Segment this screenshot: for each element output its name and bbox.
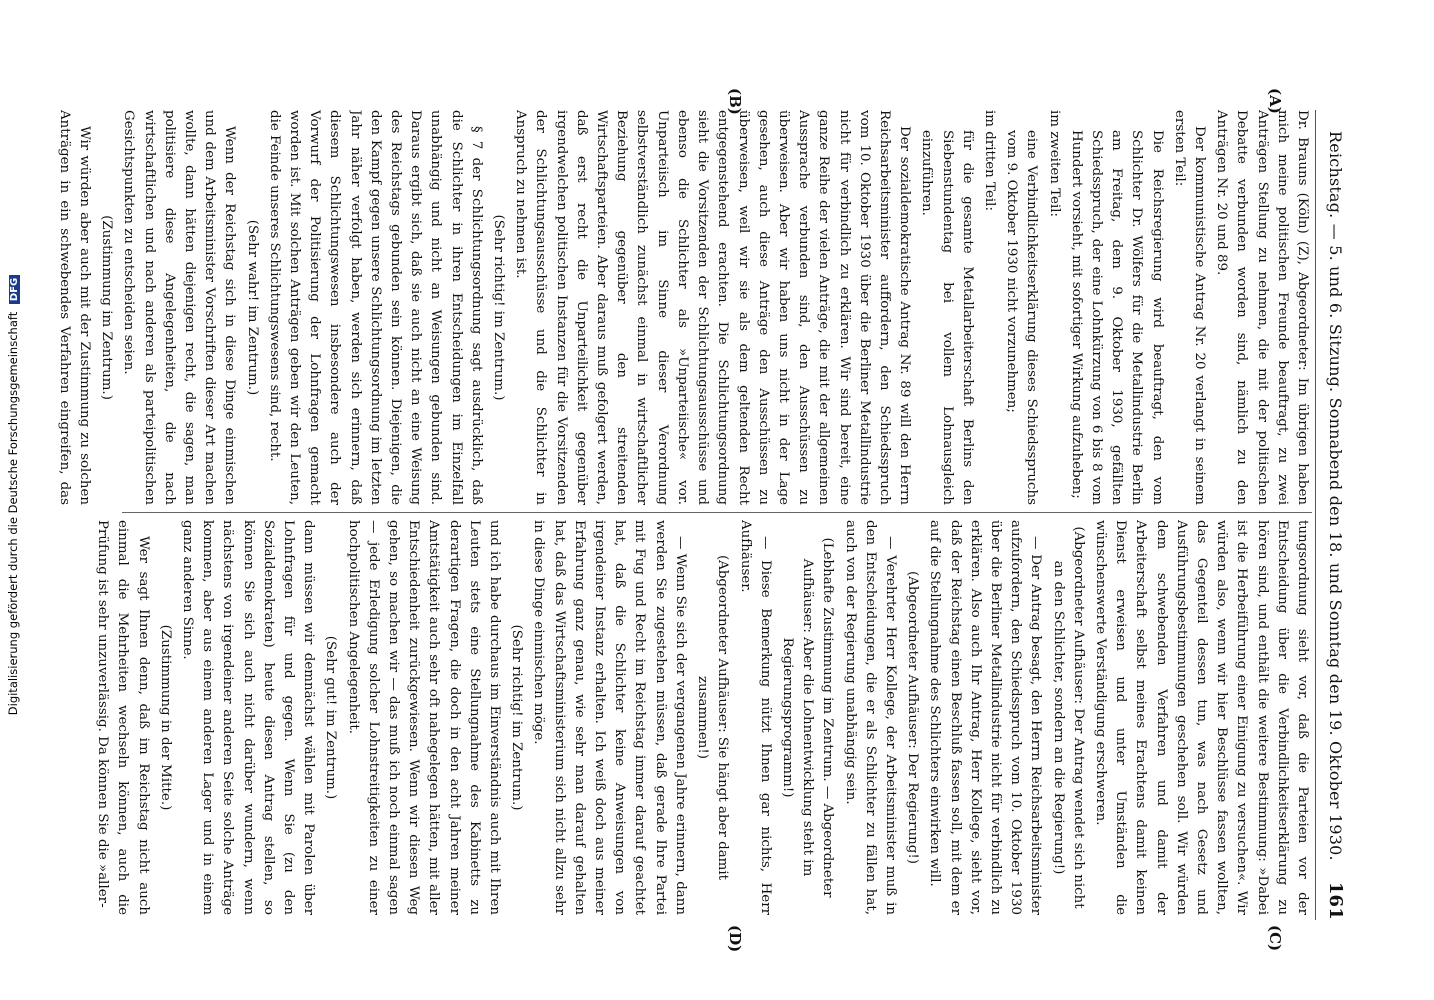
- page-header: [1315, 110, 1356, 920]
- interjection: (Abgeordneter Aufhäuser: Der Regierung!): [905, 571, 921, 864]
- paragraph: § 7 der Schlichtungsordnung sagt ausdrücklich, daß die Schlichter in ihren Entscheidungen im Einzelfall unabhängig und nicht an Weisungen gebunden sind. Daraus ergibt sich, daß sie auch nicht an eine Weisung des Reichstags gebunden sein können. Diejenigen, die den Kampf gegen unsere Schlichtungsordnung im letzten Jahr näher verfolgt haben, werden sich erinnern, daß diesem Schlichtungswesen insbesondere auch der Vorwurf der Politisierung der Lohnfragen gemacht worden ist. Mit solchen Anträgen geben wir den Leuten, die Feinde unseres Schlichtungswesens sind, recht.: [266, 110, 484, 505]
- interjection: (Abgeordneter Aufhäuser: Der Antrag wendet sich nicht an den Schlichter, sondern an die Regierung!): [1050, 526, 1086, 909]
- margin-mark-b: (B): [726, 88, 744, 115]
- paragraph: im dritten Teil:: [981, 110, 997, 211]
- credit-text: Digitalisierung gefördert durch die Deutsche Forschungsgemeinschaft: [6, 311, 20, 716]
- interjection: (Lebhafte Zustimmung im Zentrum. — Abgeordneter Aufhäuser: Aber die Lohnentwicklung steht im Regierungsprogramm!): [779, 537, 836, 898]
- interjection: (Zustimmung in der Mitte.): [157, 624, 173, 811]
- paragraph: tungsordnung sieht vor, daß die Parteien vor der Entscheidung über die Verbindlichkeitserklärung zu hören sind, und enthält die weitere Bestimmung: »Dabei ist die Herbeiführung einer Einigung zu versuchen«. Wir würden also, wenn wir hier Beschlüsse fassen wollten, das Gegenteil dessen tun, was nach Gesetz und Ausführungsbestimmungen geschehen soll. Wir würden dem schwebenden Verfahren und damit der Arbeiterschaft selbst meines Erachtens damit keinen Dienst erweisen und unter Umständen die wünschenswerte Verständigung erschweren.: [1092, 520, 1310, 915]
- margin-mark-d: (D): [726, 925, 744, 953]
- paragraph: — Verehrter Herr Kollege, der Arbeitsminister muß in den Entscheidungen, die er als Schlichter zu fällen hat, auch von der Regierung unabhängig sein.: [842, 520, 898, 915]
- paragraph: Der sozialdemokratische Antrag Nr. 89 will den Herrn Reichsarbeitsminister auffordern, den Schiedsspruch vom 10. Oktober 1930 über die Berliner Metallindustrie nicht für verbindlich zu erklären. Wir sind bereit, eine ganze Reihe der vielen Anträge, die mit der allgemeinen Aussprache verbunden sind, den Ausschüssen zu überweisen. Aber wir haben uns nicht in der Lage gesehen, auch diese Anträge den Ausschüssen zu überweisen, weil wir sie als dem geltenden Recht entgegenstehend erachten. Die Schlichtungsordnung sieht die Vorsitzenden der Schlichtungsausschüsse und ebenso die Schlichter als »Unparteiische« vor. Unparteiisch im Sinne dieser Verordnung selbstverständlich zunächst einmal in wirtschaftlicher Beziehung gegenüber den streitenden Wirtschaftsparteien. Aber daraus muß gefolgert werden, daß erst recht die Unparteilichkeit gegenüber irgendwelchen politischen Instanzen für die Vorsitzenden der Schlichtungsausschüsse und die Schlichter in Anspruch zu nehmen ist.: [513, 110, 913, 505]
- interjection: (Sehr wahr! im Zentrum.): [244, 219, 260, 396]
- interjection: (Sehr gut! im Zentrum.): [323, 635, 339, 800]
- paragraph: Wenn der Reichstag sich in diese Dinge einmischen und dem Arbeitsminister Vorschriften dieser Art machen wollte, dann hätten diejenigen recht, die sagen, man politisiere diese Angelegenheiten, die nach wirtschaftlichen und nach anderen als parteipolitischen Gesichtspunkten zu entscheiden seien.: [121, 110, 238, 505]
- interjection: (Zustimmung im Zentrum.): [99, 215, 115, 400]
- interjection: (Sehr richtig! im Zentrum.): [509, 624, 525, 811]
- paragraph: Der kommunistische Antrag Nr. 20 verlangt in seinem ersten Teil:: [1171, 110, 1207, 505]
- quote: Die Reichsregierung wird beauftragt, den vom Schlichter Dr. Wölfers für die Metallindustrie Berlin am Freitag, dem 9. Oktober 1930, gefällten Schiedsspruch, der eine Lohnkürzung von 6 bis 8 vom Hundert vorsieht, mit sofortiger Wirkung aufzuheben;: [1068, 130, 1165, 505]
- paragraph: Dr. Brauns (Köln) (Z), Abgeordneter: Im übrigen haben mich meine politischen Freunde beauftragt, zu zwei Anträgen Stellung zu nehmen, die mit der politischen Debatte verbunden worden sind, nämlich zu den Anträgen Nr. 20 und 89.: [1214, 110, 1310, 505]
- interjection: (Sehr richtig! im Zentrum.): [491, 214, 507, 401]
- margin-mark-a: (A): [1266, 88, 1284, 114]
- right-column: [52, 520, 1312, 915]
- paragraph: im zweiten Teil:: [1046, 110, 1062, 218]
- dfg-logo: DFG: [9, 275, 20, 304]
- paragraph: — Wenn Sie sich der vergangenen Jahre erinnern, dann werden Sie zugestehen müssen, daß gerade Ihre Partei mit Fug und Recht im Reichstag immer darauf geachtet hat, daß die Schlichter keine Anweisungen von irgendeiner Instanz erhalten. Ich weiß doch aus meiner Erfahrung ganz genau, wie sehr man darauf gehalten hat, daß das Wirtschaftsministerium sich nicht allzu sehr in diese Dinge einmischen möge.: [531, 520, 688, 915]
- paragraph: — Diese Bemerkung nützt Ihnen gar nichts, Herr Aufhäuser.: [737, 520, 773, 915]
- column-divider: [122, 512, 1312, 513]
- paragraph: dann müssen wir demnächst wählen mit Parolen über Lohnfragen für und gegen. Wenn Sie (zu den Sozialdemokraten) heute diesen Antrag stellen, so können Sie sich auch nicht darüber wundern, wenn nächstens von irgendeiner anderen Seite solche Anträge kommen, aber aus einem anderen Lager und in einem ganz anderen Sinne.: [180, 520, 317, 915]
- paragraph: und ich habe durchaus im Einverständnis auch mit Ihren Leuten stets eine Stellungnahme des Kabinetts zu derartigen Fragen, die doch in den acht Jahren meiner Amtstätigkeit auch sehr oft nahegelegen hätten, mit aller Entschiedenheit zurückgewiesen. Wenn wir diesen Weg gehen, so machen wir — das muß ich noch einmal sagen — jede Erledigung solcher Lohnstreitigkeiten zu einer hochpolitischen Angelegenheit.: [345, 520, 503, 915]
- left-column: [52, 110, 1312, 505]
- quote: für die gesamte Metallarbeiterschaft Berlins den Siebenstundentag bei vollem Lohnausgleich einzuführen.: [919, 130, 975, 505]
- margin-mark-c: (C): [1266, 925, 1284, 952]
- interjection: (Abgeordneter Aufhäuser: Sie hängt aber damit zusammen!): [695, 554, 731, 881]
- paragraph: Wir würden aber auch mit der Zustimmung zu solchen Anträgen in ein schwebendes Verfahren eingreifen, das: [56, 110, 93, 505]
- quote: eine Verbindlichkeitserklärung dieses Schiedsspruchs vom 9. Oktober 1930 nicht vorzunehmen;: [1004, 130, 1040, 505]
- page-number: 161: [1325, 881, 1347, 920]
- page-title: Reichstag. — 5. und 6. Sitzung. Sonnabend den 18. und Sonntag den 19. Oktober 1930.: [1326, 131, 1346, 861]
- paragraph: — Der Antrag besagt, den Herrn Reichsarbeitsminister aufzufordern, den Schiedsspruch vom 10. Oktober 1930 über die Berliner Metallindustrie nicht für verbindlich zu erklären. Also auch Ihr Antrag, Herr Kollege, sieht vor, daß der Reichstag einen Beschluß fassen soll, mit dem er auf die Stellungnahme des Schlichters einwirken will.: [927, 520, 1044, 915]
- paragraph: Wer sagt Ihnen denn, daß im Reichstag nicht auch einmal die Mehrheiten wechseln können, auch die Prüfung ist sehr unzuverlässig. Da können Sie die »aller-: [95, 520, 151, 915]
